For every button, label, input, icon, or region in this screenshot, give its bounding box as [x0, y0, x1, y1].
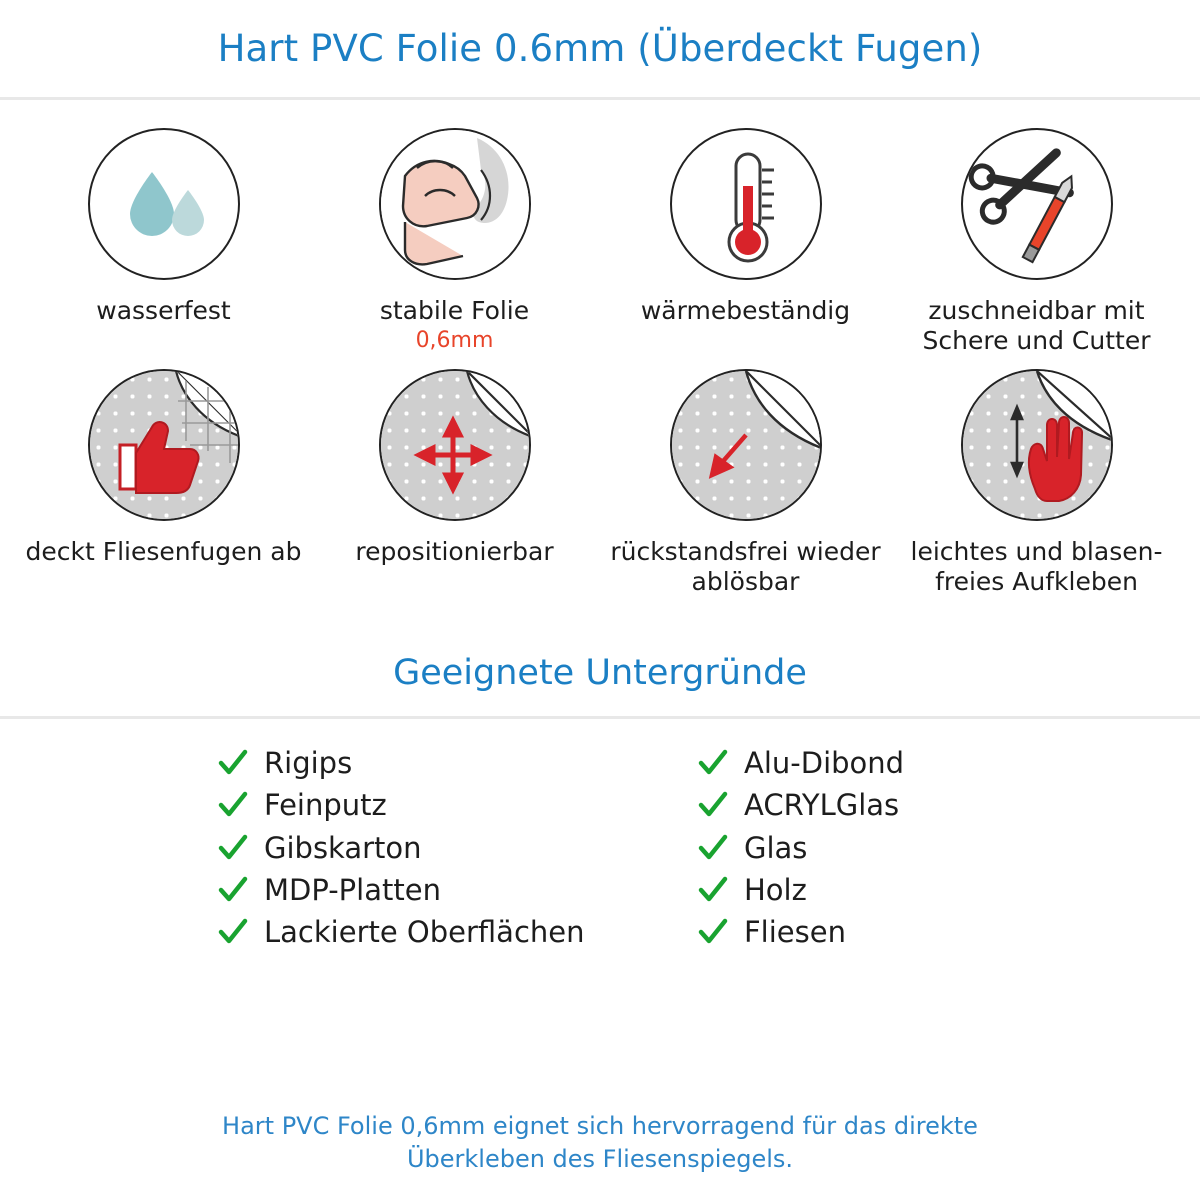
- check-icon: [218, 833, 248, 863]
- feature-item: [309, 369, 600, 596]
- feature-item: [891, 369, 1182, 596]
- list-item-label: Feinputz: [264, 788, 387, 823]
- page-title: Hart PVC Folie 0.6mm (Überdeckt Fugen): [217, 27, 983, 70]
- list-item: [218, 914, 610, 950]
- list-item: [218, 787, 610, 823]
- check-icon: [698, 790, 728, 820]
- check-icon: [698, 917, 728, 947]
- footer-line-2: Überkleben des Fliesenspiegels.: [406, 1144, 794, 1173]
- strong-arm-icon: [379, 128, 531, 280]
- move-arrows-icon: [379, 369, 531, 521]
- feature-label: zuschneidbar mit Schere und Cutter: [922, 296, 1151, 355]
- footer-note: [0, 1110, 1200, 1176]
- substrate-list-right: [610, 745, 1090, 950]
- list-item: [698, 787, 1090, 823]
- feature-item: [309, 128, 600, 355]
- feature-grid: [0, 100, 1200, 596]
- scissors-cutter-icon: [961, 128, 1113, 280]
- feature-label: stabile Folie: [379, 296, 530, 325]
- list-item-label: Rigips: [264, 746, 353, 780]
- substrate-lists: [0, 719, 1200, 950]
- header: [0, 0, 1200, 100]
- list-item-label: Alu-Dibond: [744, 746, 905, 780]
- list-item-label: Lackierte Oberflächen: [264, 915, 585, 949]
- feature-item: [891, 128, 1182, 355]
- substrate-list-left: [110, 745, 610, 950]
- list-item: [218, 830, 610, 866]
- feature-item: [600, 369, 891, 596]
- list-item: [698, 745, 1090, 781]
- list-item-label: ACRYLGlas: [744, 788, 900, 823]
- feature-item: [18, 369, 309, 596]
- feature-sublabel: 0,6mm: [415, 327, 494, 353]
- list-item-label: Gibskarton: [264, 830, 422, 865]
- list-item: [218, 872, 610, 908]
- check-icon: [698, 748, 728, 778]
- list-item: [698, 914, 1090, 950]
- water-drops-icon: [88, 128, 240, 280]
- check-icon: [698, 833, 728, 863]
- list-item-label: Glas: [744, 830, 808, 865]
- check-icon: [218, 790, 248, 820]
- feature-label: deckt Fliesenfugen ab: [25, 537, 302, 566]
- thumbs-up-tiles-icon: [88, 369, 240, 521]
- feature-label: repositionierbar: [355, 537, 554, 566]
- feature-item: [18, 128, 309, 355]
- hand-smoothing-icon: [961, 369, 1113, 521]
- list-item: [698, 830, 1090, 866]
- feature-item: [600, 128, 891, 355]
- list-item-label: MDP-Platten: [264, 872, 441, 907]
- check-icon: [218, 748, 248, 778]
- thermometer-icon: [670, 128, 822, 280]
- list-item: [698, 872, 1090, 908]
- peel-arrow-icon: [670, 369, 822, 521]
- feature-label: rückstandsfrei wieder ablösbar: [610, 537, 881, 596]
- check-icon: [218, 875, 248, 905]
- feature-label: leichtes und blasen-freies Aufkleben: [910, 537, 1163, 596]
- list-item: [218, 745, 610, 781]
- list-item-label: Holz: [744, 872, 807, 907]
- subsection-header: [0, 630, 1200, 719]
- subsection-title: Geeignete Untergründe: [393, 653, 807, 693]
- check-icon: [218, 917, 248, 947]
- check-icon: [698, 875, 728, 905]
- feature-label: wärmebeständig: [640, 296, 851, 325]
- feature-label: wasserfest: [96, 296, 231, 325]
- list-item-label: Fliesen: [744, 915, 846, 949]
- footer-line-1: Hart PVC Folie 0,6mm eignet sich hervorragend für das direkte: [222, 1111, 978, 1140]
